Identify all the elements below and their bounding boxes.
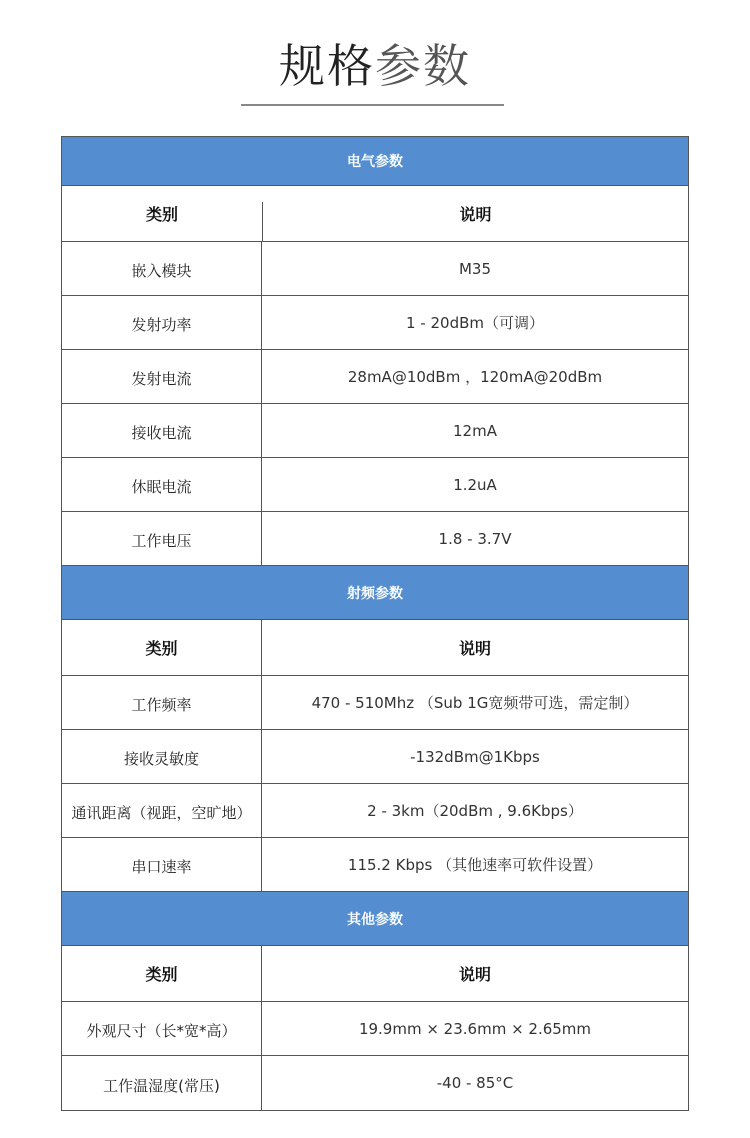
table-column-header-row xyxy=(62,946,688,1002)
table-row xyxy=(62,730,688,784)
column-header-description: 说明 xyxy=(458,965,491,984)
table-column-header-row xyxy=(62,186,688,242)
row-value: M35 xyxy=(458,259,492,278)
page-title xyxy=(0,36,750,96)
row-label: 发射电流 xyxy=(62,350,262,403)
table-row xyxy=(62,784,688,838)
row-label: 接收电流 xyxy=(62,404,262,457)
table-row xyxy=(62,458,688,512)
row-value: 2 - 3km（20dBm , 9.6Kbps） xyxy=(367,802,583,820)
row-label: 发射功率 xyxy=(62,296,262,349)
column-header-category: 类别 xyxy=(62,946,262,1001)
table-row xyxy=(62,512,688,566)
row-label: 嵌入模块 xyxy=(62,242,262,295)
page-title-part2: 参数 xyxy=(375,39,471,93)
page-title-part1: 规格 xyxy=(279,39,375,93)
section-header-other: 其他参数 xyxy=(62,892,688,946)
row-label: 通讯距离（视距，空旷地） xyxy=(62,784,262,837)
section-header-electrical: 电气参数 xyxy=(62,137,688,186)
row-label: 串口速率 xyxy=(62,838,262,891)
table-row xyxy=(62,350,688,404)
table-row xyxy=(62,676,688,730)
section-header-rf: 射频参数 xyxy=(62,566,688,620)
table-row xyxy=(62,242,688,296)
row-value: 1 - 20dBm（可调） xyxy=(405,314,544,332)
table-column-header-row xyxy=(62,620,688,676)
table-row xyxy=(62,1002,688,1056)
table-row xyxy=(62,838,688,892)
column-header-category: 类别 xyxy=(62,186,262,241)
row-value: 115.2 Kbps （其他速率可软件设置） xyxy=(347,856,603,874)
table-row xyxy=(62,1056,688,1110)
table-row xyxy=(62,296,688,350)
row-value: 28mA@10dBm ，120mA@20dBm xyxy=(347,368,603,386)
row-value: 1.8 - 3.7V xyxy=(438,529,512,548)
column-header-category: 类别 xyxy=(62,620,262,675)
row-value: 12mA xyxy=(453,421,497,440)
row-value: 470 - 510Mhz （Sub 1G宽频带可选，需定制） xyxy=(311,694,639,712)
table-row xyxy=(62,404,688,458)
row-label: 外观尺寸（长*宽*高） xyxy=(62,1002,262,1055)
title-underline xyxy=(241,104,504,106)
row-value: 1.2uA xyxy=(453,475,497,494)
row-label: 接收灵敏度 xyxy=(62,730,262,783)
row-label: 工作电压 xyxy=(62,512,262,565)
row-value: -132dBm@1Kbps xyxy=(410,747,540,766)
row-label: 工作频率 xyxy=(62,676,262,729)
row-label: 休眠电流 xyxy=(62,458,262,511)
spec-table xyxy=(61,136,689,1111)
row-value: 19.9mm × 23.6mm × 2.65mm xyxy=(358,1019,592,1038)
row-value: -40 - 85°C xyxy=(436,1074,514,1092)
column-header-description: 说明 xyxy=(459,205,492,224)
column-header-description: 说明 xyxy=(458,639,491,658)
row-label: 工作温湿度(常压) xyxy=(62,1056,262,1110)
